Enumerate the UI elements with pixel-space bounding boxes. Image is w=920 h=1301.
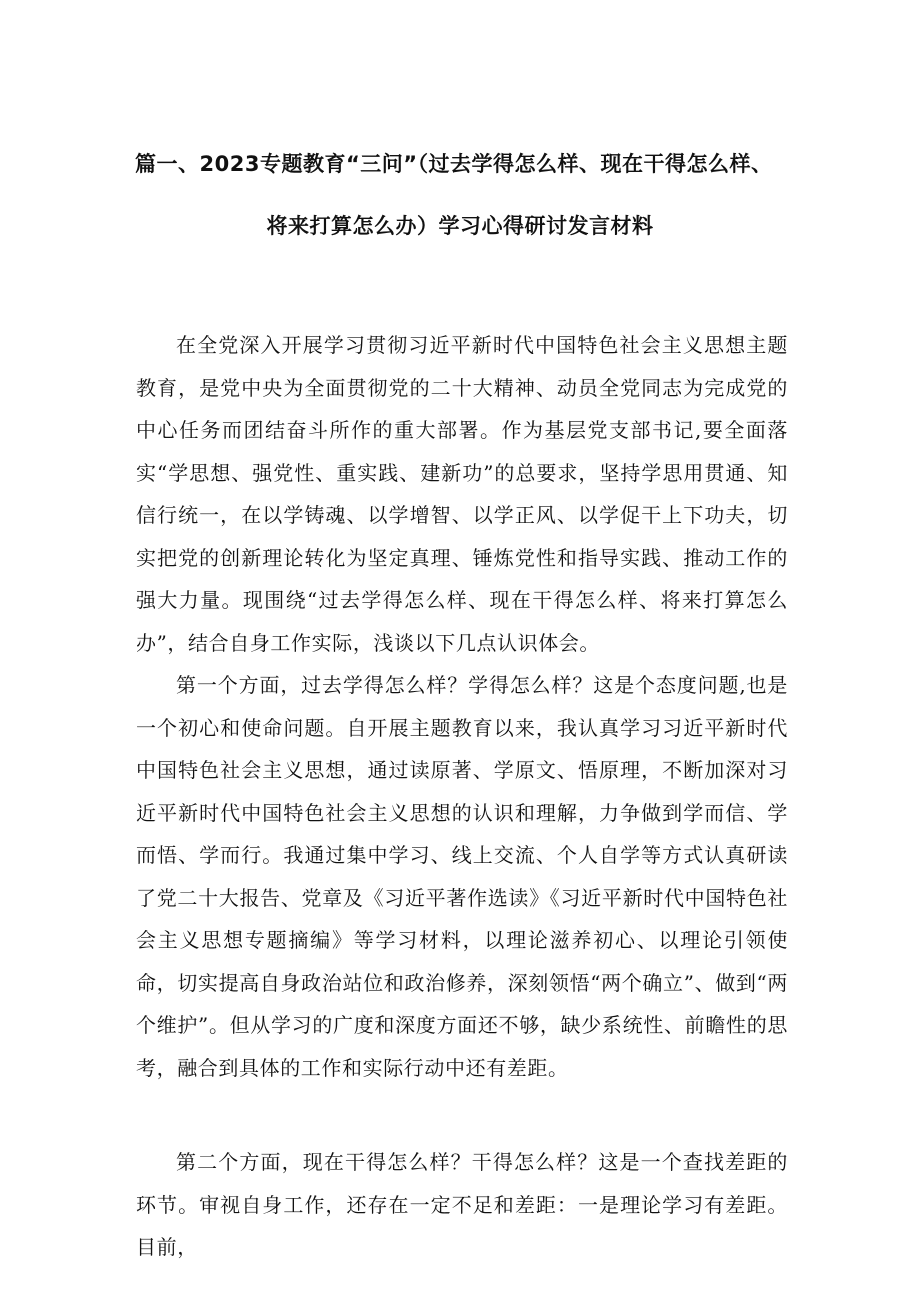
paragraph-intro: 在全党深入开展学习贯彻习近平新时代中国特色社会主义思想主题教育，是党中央为全面贯彻党的二十大精神、动员全党同志为完成党的中心任务而团结奋斗所作的重大部署。作为基层党支部书记,要全面落实“学思想、强党性、重实践、建新功”的总要求，坚持学思用贯通、知信行统一，在以学铸魂、以学增智、以学正风、以学促干上下功夫，切实把党的创新理论转化为坚定真理、锤炼党性和指导实践、推动工作的强大力量。现围绕“过去学得怎么样、现在干得怎么样、将来打算怎么办”，结合自身工作实际，浅谈以下几点认识体会。 <box>136 333 788 655</box>
paragraph-second-aspect: 第二个方面，现在干得怎么样？干得怎么样？这是一个查找差距的环节。审视自身工作，还存在一定不足和差距：一是理论学习有差距。目前， <box>136 1150 788 1259</box>
paragraph-first-aspect: 第一个方面，过去学得怎么样？学得怎么样？这是个态度问题,也是一个初心和使命问题。自开展主题教育以来，我认真学习习近平新时代中国特色社会主义思想，通过读原著、学原文、悟原理，不断加深对习近平新时代中国特色社会主义思想的认识和理解，力争做到学而信、学而悟、学而行。我通过集中学习、线上交流、个人自学等方式认真研读了党二十大报告、党章及《习近平著作选读》《习近平新时代中国特色社会主义思想专题摘编》等学习材料，以理论滋养初心、以理论引领使命，切实提高自身政治站位和政治修养，深刻领悟“两个确立”、做到“两个维护”。但从学习的广度和深度方面还不够，缺少系统性、前瞻性的思考，融合到具体的工作和实际行动中还有差距。 <box>136 673 788 1080</box>
document-title-line-1: 篇一、2023专题教育“三问”（过去学得怎么样、现在干得怎么样、 <box>135 152 773 176</box>
document-title-line-2: 将来打算怎么办）学习心得研讨发言材料 <box>266 214 654 238</box>
document-body <box>136 324 788 1269</box>
